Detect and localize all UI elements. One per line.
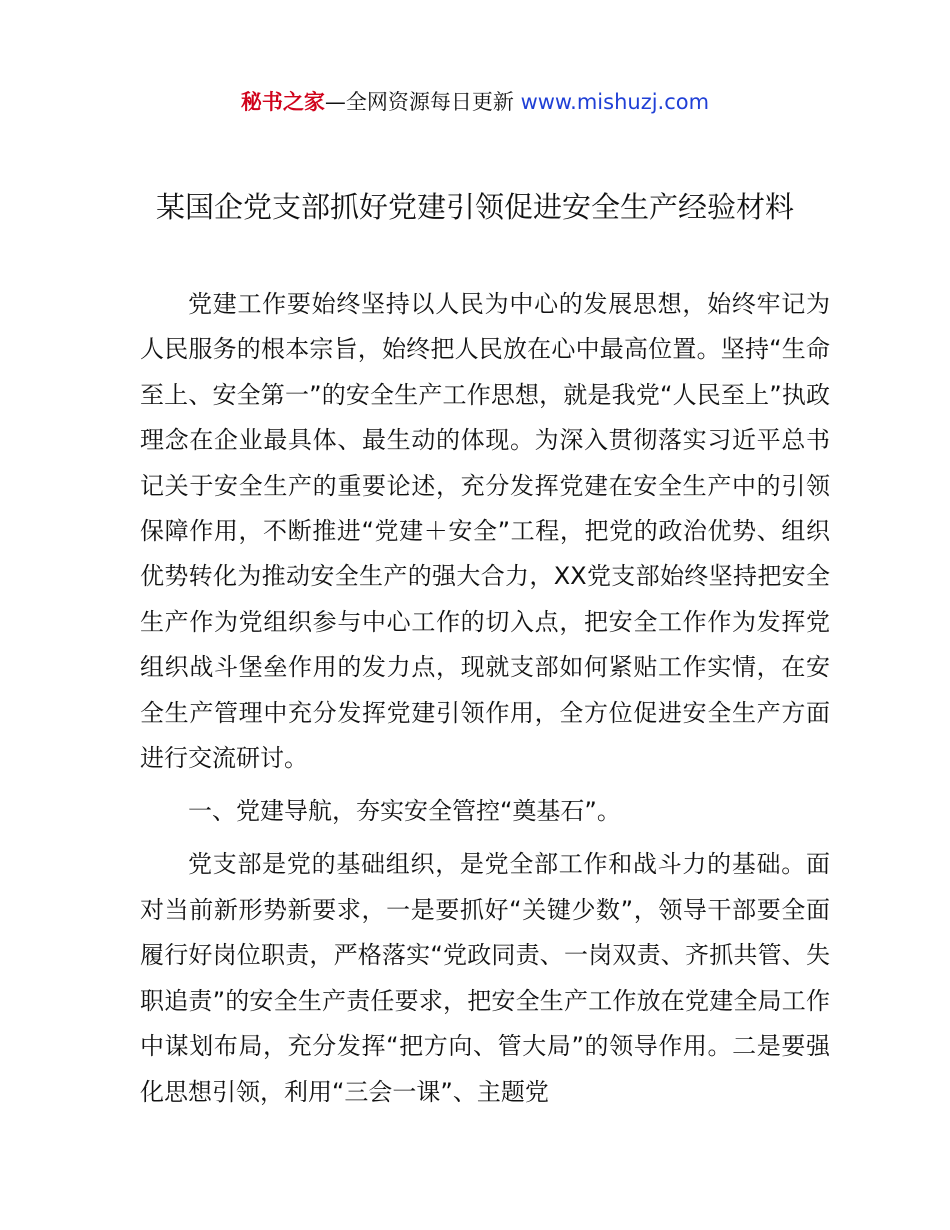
site-url-link[interactable]: www.mishuzj.com: [520, 90, 710, 114]
site-brand: 秘书之家: [240, 90, 325, 114]
section-heading-1: 一、党建导航，夯实安全管控“奠基石”。: [188, 797, 621, 826]
site-header: [0, 86, 950, 118]
document-title: 某国企党支部抓好党建引领促进安全生产经验材料: [155, 190, 794, 224]
paragraph-section-1: 党支部是党的基础组织，是党全部工作和战斗力的基础。面对当前新形势新要求，一是要抓好“关键少数”，领导干部要全面履行好岗位职责，严格落实“党政同责、一岗双责、齐抓共管、失职追责”的安全生产责任要求，把安全生产工作放在党建全局工作中谋划布局，充分发挥“把方向、管大局”的领导作用。二是要强化思想引领，利用“三会一课”、主题党: [140, 850, 830, 1106]
site-tagline: —全网资源每日更新: [324, 90, 521, 114]
paragraph-intro: 党建工作要始终坚持以人民为中心的发展思想，始终牢记为人民服务的根本宗旨，始终把人民放在心中最高位置。坚持“生命至上、安全第一”的安全生产工作思想，就是我党“人民至上”执政理念在企业最具体、最生动的体现。为深入贯彻落实习近平总书记关于安全生产的重要论述，充分发挥党建在安全生产中的引领保障作用，不断推进“党建＋安全”工程，把党的政治优势、组织优势转化为推动安全生产的强大合力，XX党支部始终坚持把安全生产作为党组织参与中心工作的切入点，把安全工作作为发挥党组织战斗堡垒作用的发力点，现就支部如何紧贴工作实情，在安全生产管理中充分发挥党建引领作用，全方位促进安全生产方面进行交流研讨。: [140, 290, 830, 773]
document-body: [140, 282, 830, 1123]
